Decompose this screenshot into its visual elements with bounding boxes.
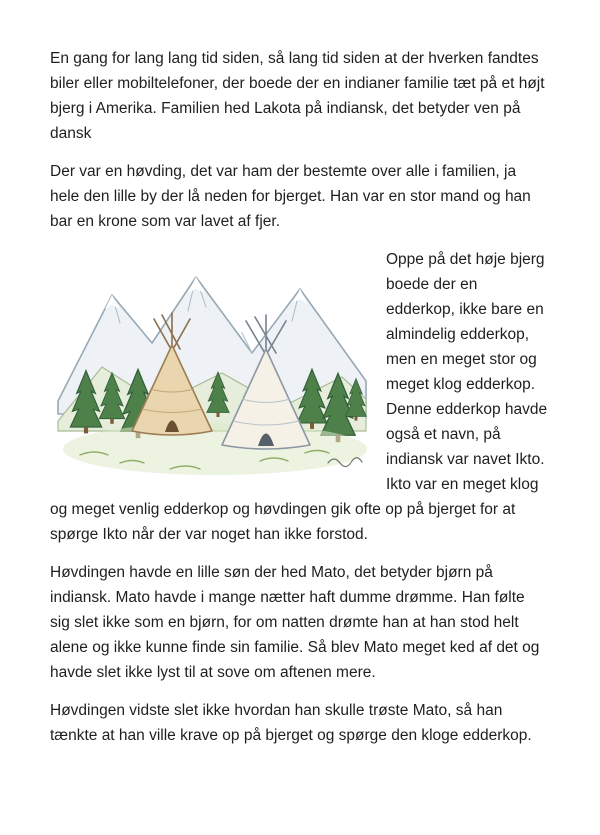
paragraph-spider-with-figure [50,247,548,547]
paragraph-intro: En gang for lang lang tid siden, så lang tid siden at der hverken fandtes biler eller mobiltelefoner, der boede der en indianer familie tæt på et højt bjerg i Amerika. Familien hed Lakota på indiansk, det betyder ven på dansk [50,50,545,142]
ground [63,423,367,475]
paragraph-ending: Høvdingen vidste slet ikke hvordan han skulle trøste Mato, så han tænkte at han ville krave op på bjerget og spørge den kloge edderkop. [50,702,532,744]
paragraph-spider-text: Oppe på det høje bjerg boede der en edderkop, ikke bare en almindelig edderkop, men en meget stor og meget klog edderkop. Denne edderkop havde også et navn, på indiansk var navet Ikto. Ikto var en meget klog og meget venlig edderkop og høvdingen gik ofte op på bjerget for at spørge Ikto når der var noget han ikke forstod. [50,251,548,543]
teepee-illustration-svg [50,249,372,487]
teepee-illustration [50,249,372,487]
paragraph-mato: Høvdingen havde en lille søn der hed Mato, det betyder bjørn på indiansk. Mato havde i mange nætter haft dumme drømme. Han følte sig slet ikke som en bjørn, for om natten drømte han at han stod helt alene og ikke kunne finde sin familie. Så blev Mato meget ked af det og havde slet ikke lyst til at sove om aftenen mere. [50,564,540,681]
paragraph-chief: Der var en høvding, det var ham der bestemte over alle i familien, ja hele den lille by der lå neden for bjerget. Han var en stor mand og han bar en krone som var lavet af fjer. [50,163,531,230]
